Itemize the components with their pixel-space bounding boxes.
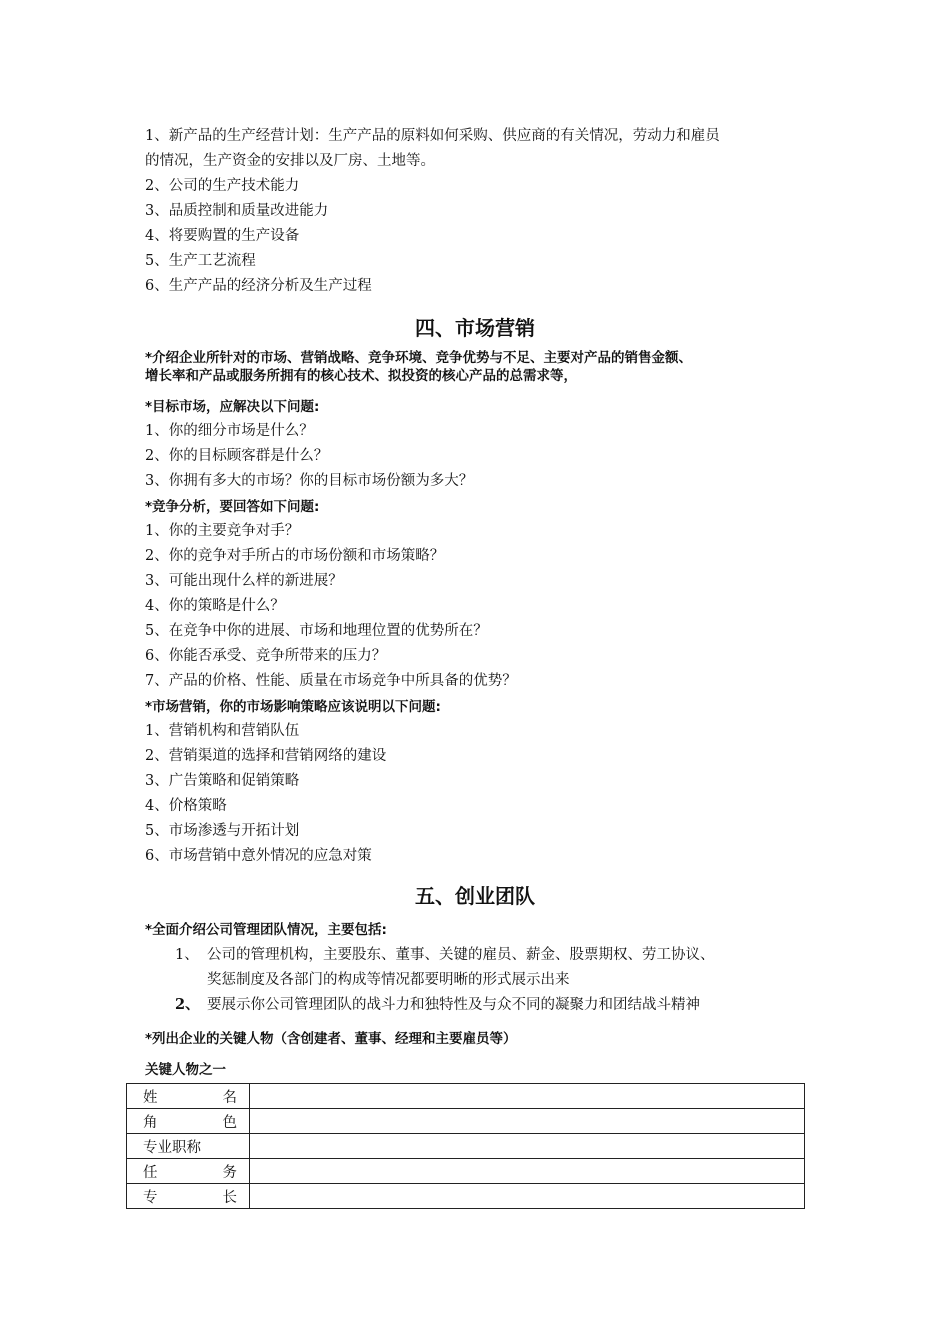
competition-item-4: 4、你的策略是什么？ [145,598,285,614]
label-duty-char2: 务 [222,1164,237,1181]
value-name-cell[interactable] [250,1084,805,1109]
label-specialty-char1: 专 [143,1189,158,1206]
strategy-item-5: 5、市场渗透与开拓计划 [145,823,300,839]
label-duty [127,1159,250,1184]
strategy-item-6: 6、市场营销中意外情况的应急对策 [145,848,372,864]
target-item-1: 1、你的细分市场是什么？ [145,423,314,439]
strategy-item-4: 4、价格策略 [145,798,227,814]
label-specialty [127,1184,250,1209]
team-item-2-number: 2、 [175,996,200,1013]
marketing-intro-line2: 增长率和产品或服务所拥有的核心技术、拟投资的核心产品的总需求等， [145,368,577,384]
production-item-3: 3、品质控制和质量改进能力 [145,203,329,219]
label-name [127,1084,250,1109]
production-item-1b: 的情况，生产资金的安排以及厂房、土地等。 [145,153,435,169]
value-title-cell[interactable] [250,1134,805,1159]
team-item-1-line2: 奖惩制度及各部门的构成等情况都要明晰的形式展示出来 [207,972,570,988]
team-heading: 五、创业团队 [415,884,535,908]
competition-item-1: 1、你的主要竞争对手？ [145,523,300,539]
competition-item-2: 2、你的竞争对手所占的市场份额和市场策略？ [145,548,445,564]
marketing-intro-line1: *介绍企业所针对的市场、营销战略、竞争环境、竞争优势与不足、主要对产品的销售金额、 [145,350,693,366]
competition-item-7: 7、产品的价格、性能、质量在市场竞争中所具备的优势？ [145,673,517,689]
competition-item-3: 3、可能出现什么样的新进展？ [145,573,343,589]
label-role-char2: 色 [222,1114,237,1131]
value-specialty-cell[interactable] [250,1184,805,1209]
marketing-heading: 四、市场营销 [415,316,535,340]
production-item-1a: 1、新产品的生产经营计划：生产产品的原料如何采购、供应商的有关情况，劳动力和雇员 [145,128,720,144]
label-specialty-char2: 长 [222,1189,237,1206]
key-person-table [126,1083,805,1209]
competition-item-5: 5、在竞争中你的进展、市场和地理位置的优势所在？ [145,623,488,639]
team-item-1-line1: 公司的管理机构，主要股东、董事、关键的雇员、薪金、股票期权、劳工协议、 [207,947,715,963]
table-row [127,1159,805,1184]
table-row [127,1184,805,1209]
production-item-4: 4、将要购置的生产设备 [145,228,300,244]
key-person-table-title: 关键人物之一 [145,1062,226,1078]
label-duty-char1: 任 [143,1164,158,1181]
value-duty-cell[interactable] [250,1159,805,1184]
target-item-2: 2、你的目标顾客群是什么？ [145,448,329,464]
strategy-item-3: 3、广告策略和促销策略 [145,773,300,789]
label-role-char1: 角 [143,1114,158,1131]
table-row [127,1109,805,1134]
strategy-title: *市场营销，你的市场影响策略应该说明以下问题: [145,699,441,715]
production-item-2: 2、公司的生产技术能力 [145,178,300,194]
label-name-char2: 名 [222,1089,237,1106]
label-role [127,1109,250,1134]
label-name-char1: 姓 [143,1089,158,1106]
label-title-text: 专业职称 [143,1139,201,1156]
table-row [127,1084,805,1109]
competition-item-6: 6、你能否承受、竞争所带来的压力？ [145,648,387,664]
production-item-5: 5、生产工艺流程 [145,253,256,269]
target-item-3: 3、你拥有多大的市场？你的目标市场份额为多大？ [145,473,474,489]
value-role-cell[interactable] [250,1109,805,1134]
team-item-1-number: 1、 [175,947,199,963]
strategy-item-1: 1、营销机构和营销队伍 [145,723,300,739]
team-item-2-text: 要展示你公司管理团队的战斗力和独特性及与众不同的凝聚力和团结战斗精神 [207,997,700,1013]
strategy-item-2: 2、营销渠道的选择和营销网络的建设 [145,748,387,764]
target-market-title: *目标市场，应解决以下问题: [145,399,320,415]
key-people-note: *列出企业的关键人物（含创建者、董事、经理和主要雇员等） [145,1031,517,1047]
production-item-6: 6、生产产品的经济分析及生产过程 [145,278,372,294]
team-intro: *全面介绍公司管理团队情况，主要包括: [145,922,387,938]
label-title [127,1134,250,1159]
table-row [127,1134,805,1159]
competition-title: *竞争分析，要回答如下问题: [145,499,320,515]
